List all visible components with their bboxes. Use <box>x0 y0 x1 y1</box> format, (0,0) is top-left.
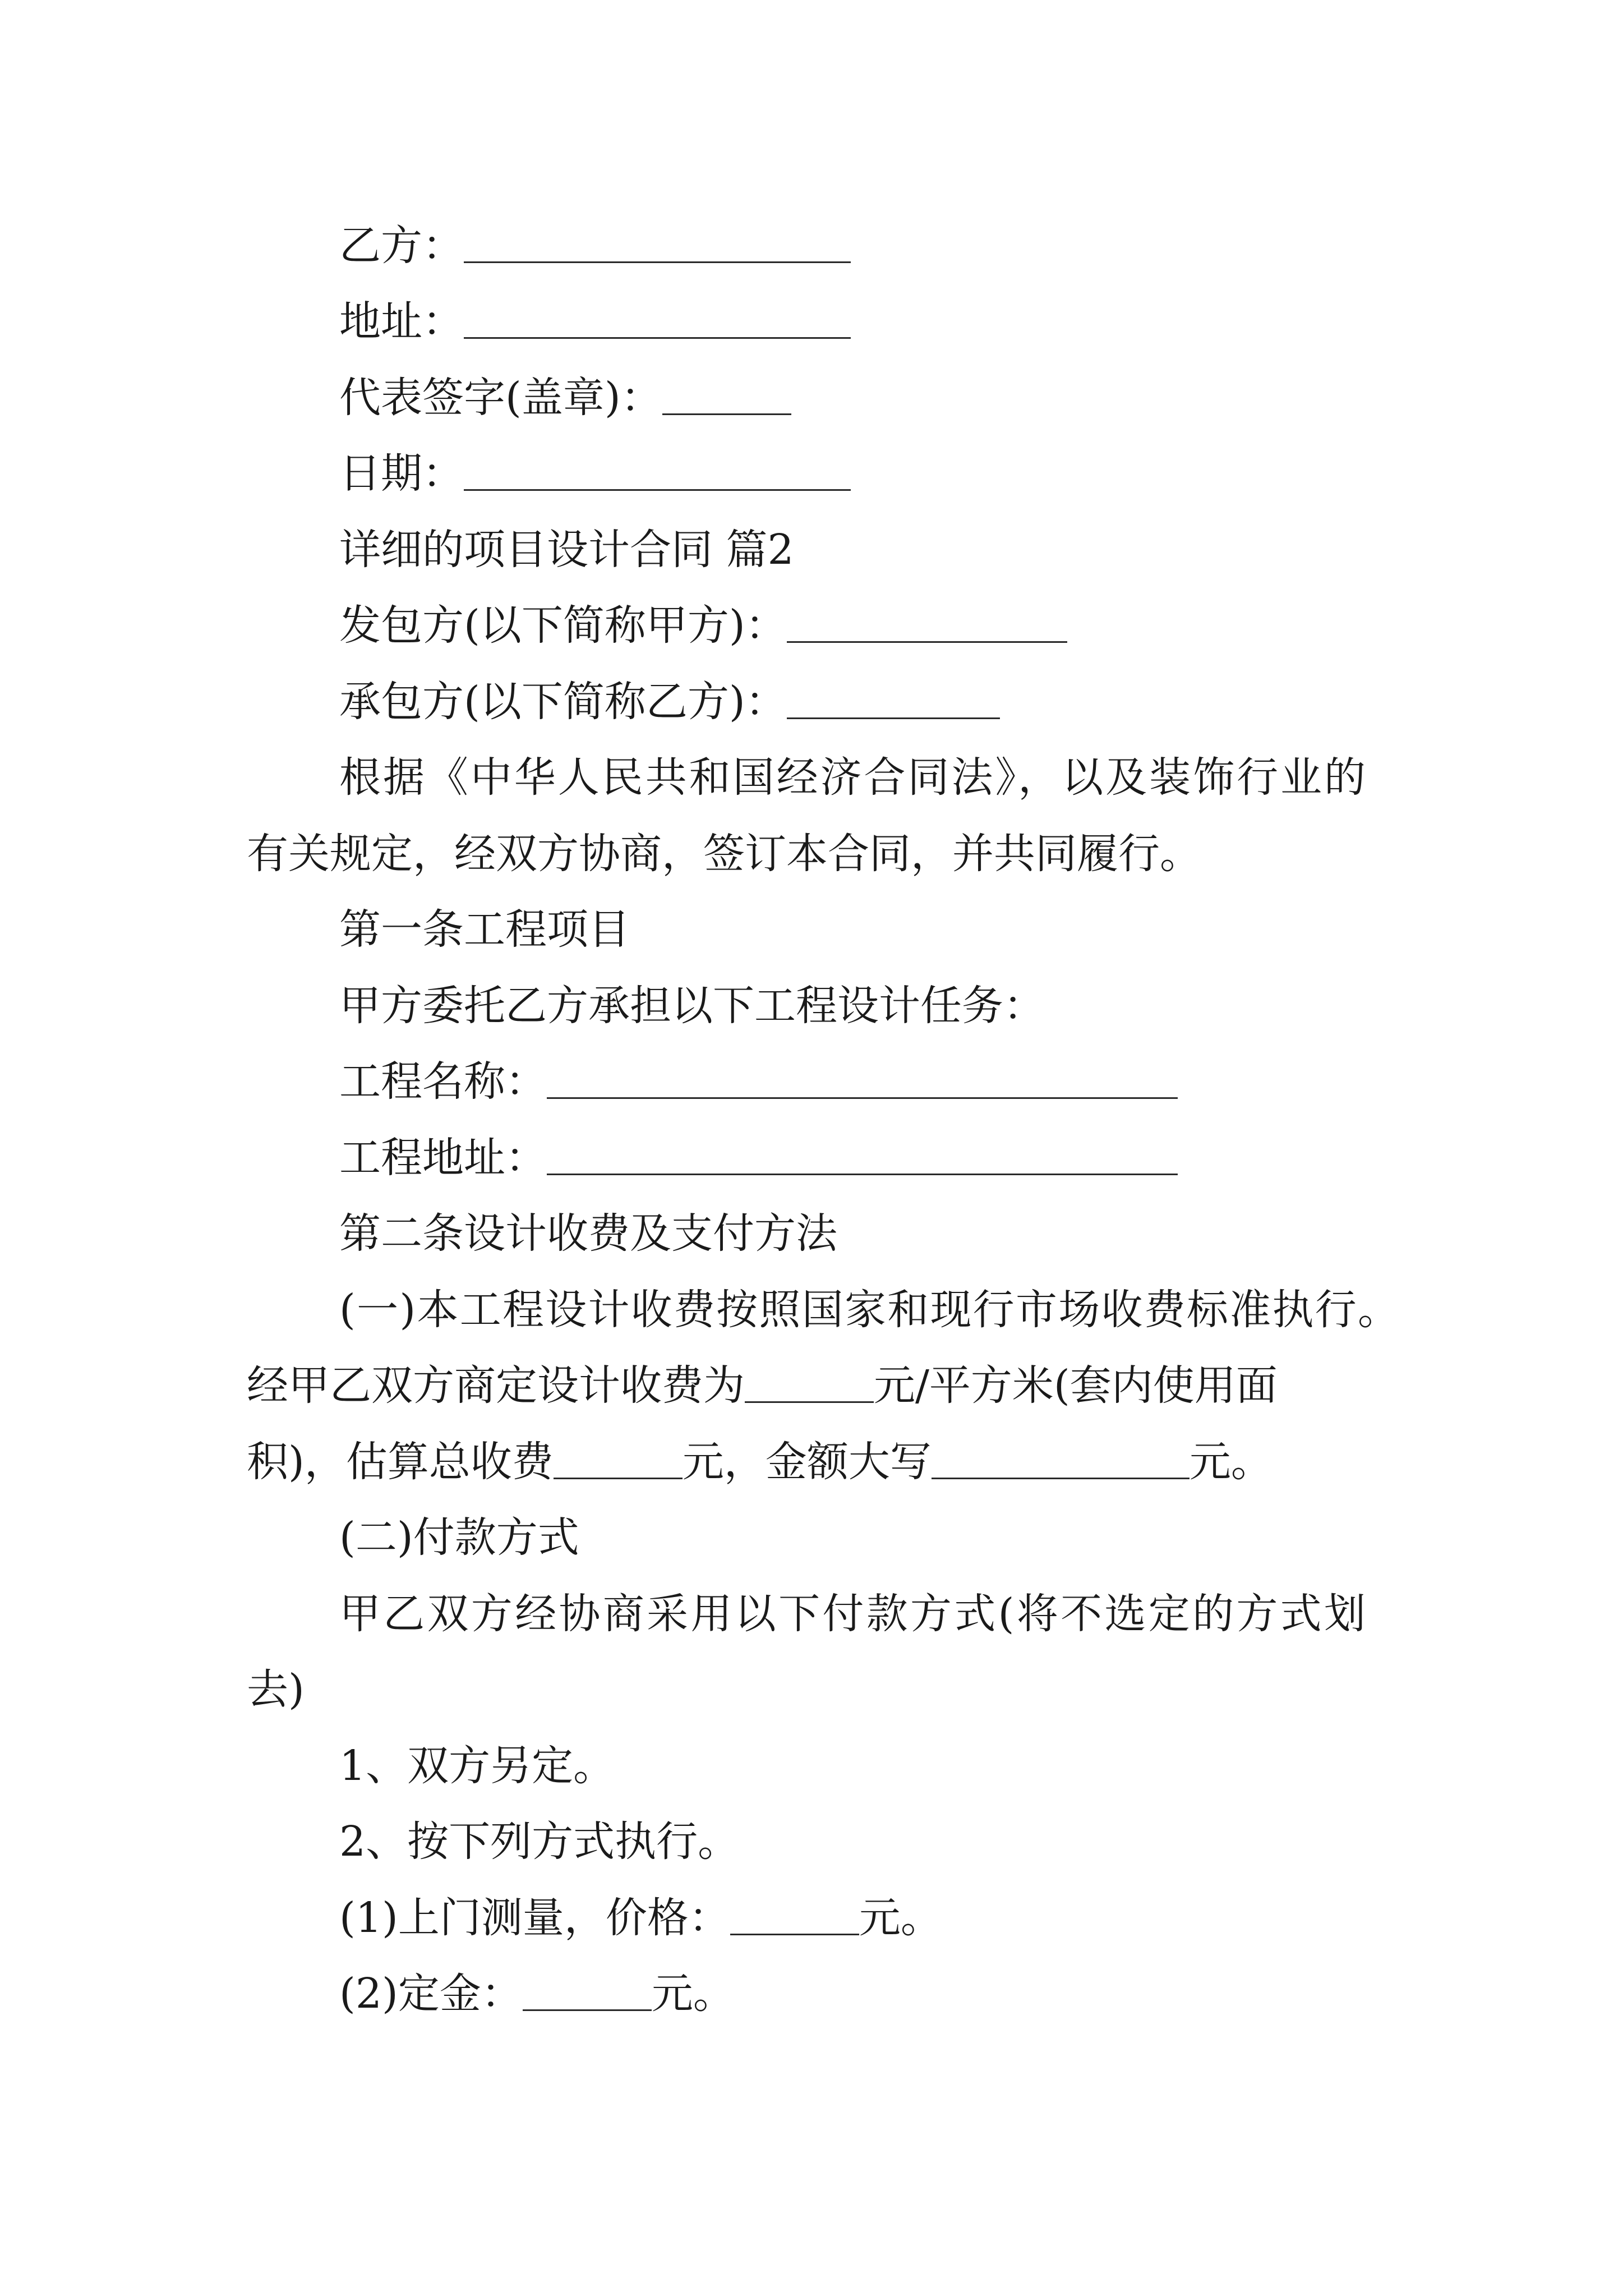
subcontractor-label: 承包方(以下简称乙方)： <box>339 678 787 726</box>
contractor-blank <box>787 602 1067 643</box>
survey-price-blank <box>730 1894 859 1935</box>
project-address-blank <box>547 1134 1178 1175</box>
survey-price-unit: 元。 <box>859 1894 942 1942</box>
fee-amount-blank <box>932 1438 1189 1479</box>
survey-price-label: (1)上门测量，价格： <box>339 1894 730 1942</box>
payment-option-1: 1、双方另定。 <box>339 1742 615 1790</box>
payment-item-2 <box>0 1960 1623 2027</box>
party-b-address-label: 地址： <box>339 297 464 346</box>
party-b-name-row <box>0 212 1623 279</box>
section-heading: 详细的项目设计合同 篇2 <box>339 526 794 574</box>
article-1-text: 甲方委托乙方承担以下工程设计任务： <box>339 982 1045 1030</box>
fee-rate-unit: 元/平方米(套内使用面 <box>874 1361 1278 1410</box>
party-b-signature-row <box>0 364 1623 431</box>
fee-line-2 <box>0 1352 1623 1419</box>
contractor-row <box>0 592 1623 659</box>
deposit-unit: 元。 <box>651 1970 735 2018</box>
intro-line-1: 根据《中华人民共和国经济合同法》，以及装饰行业的 <box>339 753 1366 802</box>
fee-line-1: (一)本工程设计收费按照国家和现行市场收费标准执行。 <box>339 1286 1399 1334</box>
payment-intro-line-1: 甲乙双方经协商采用以下付款方式(将不选定的方式划 <box>339 1590 1366 1638</box>
party-b-signature-label: 代表签字(盖章)： <box>339 374 662 422</box>
party-b-date-label: 日期： <box>339 449 464 498</box>
intro-line-1-wrap <box>339 744 1366 811</box>
party-b-address-row <box>0 288 1623 355</box>
fee-rate-blank <box>745 1362 874 1403</box>
project-name-row <box>0 1048 1623 1115</box>
deposit-label: (2)定金： <box>339 1970 523 2018</box>
project-name-label: 工程名称： <box>339 1057 547 1106</box>
payment-intro-line-1-wrap <box>339 1580 1366 1648</box>
fee-total-blank <box>554 1438 683 1479</box>
payment-option-2: 2、按下列方式执行。 <box>339 1818 740 1866</box>
project-address-label: 工程地址： <box>339 1134 547 1182</box>
intro-line-2: 有关规定，经双方协商，签订本合同，并共同履行。 <box>247 830 1201 878</box>
party-b-signature-blank <box>662 374 791 415</box>
subcontractor-blank <box>787 678 1000 719</box>
subcontractor-row <box>0 668 1623 735</box>
payment-title: (二)付款方式 <box>339 1513 579 1562</box>
fee-rate-label: 经甲乙双方商定设计收费为 <box>247 1361 745 1410</box>
article-1-title: 第一条工程项目 <box>339 905 630 954</box>
fee-total-label: 积)，估算总收费 <box>247 1438 554 1486</box>
fee-amount-label: 元，金额大写 <box>682 1438 932 1486</box>
project-name-blank <box>547 1058 1178 1099</box>
project-address-row <box>0 1124 1623 1191</box>
payment-intro-line-2: 去) <box>247 1665 305 1714</box>
fee-line-1-wrap <box>339 1276 1399 1343</box>
payment-item-1 <box>0 1884 1623 1952</box>
party-b-name-label: 乙方： <box>339 222 464 270</box>
party-b-date-row <box>0 440 1623 507</box>
deposit-blank <box>523 1970 652 2011</box>
fee-line-3 <box>0 1428 1623 1496</box>
fee-amount-unit: 元。 <box>1189 1438 1272 1486</box>
party-b-date-blank <box>464 450 851 491</box>
contractor-label: 发包方(以下简称甲方)： <box>339 601 787 650</box>
party-b-address-blank <box>464 298 851 339</box>
article-2-title: 第二条设计收费及支付方法 <box>339 1209 837 1258</box>
party-b-name-blank <box>464 222 851 263</box>
